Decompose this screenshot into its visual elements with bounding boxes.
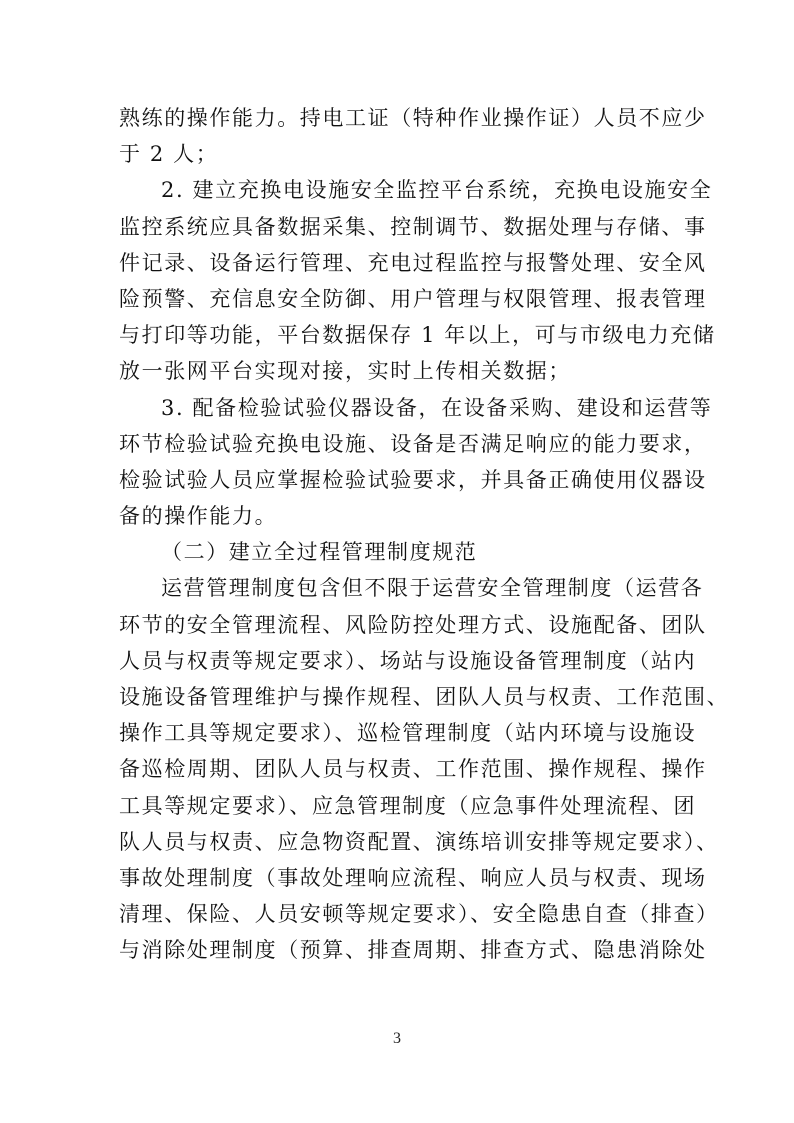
- text-line: 环节的安全管理流程、风险防控处理方式、设施配备、团队: [119, 612, 707, 637]
- paragraph-start: 运营管理制度包含但不限于运营安全管理制度（运营各: [161, 576, 704, 601]
- text-line: 清理、保险、人员安顿等规定要求）、安全隐患自查（排查）: [119, 902, 719, 927]
- text-line: 备巡检周期、团队人员与权责、工作范围、操作规程、操作: [119, 757, 707, 782]
- text-line: 于 2 人；: [119, 142, 219, 167]
- text-line: 检验试验人员应掌握检验试验要求，并具备正确使用仪器设: [119, 467, 707, 492]
- list-item-3: 3. 配备检验试验仪器设备，在设备采购、建设和运营等: [161, 395, 713, 420]
- text-line: 熟练的操作能力。持电工证（特种作业操作证）人员不应少: [119, 106, 707, 130]
- list-item-2: 2. 建立充换电设施安全监控平台系统，充换电设施安全: [161, 178, 713, 203]
- text-line: 人员与权责等规定要求）、场站与设施设备管理制度（站内: [119, 648, 697, 673]
- section-heading: （二）建立全过程管理制度规范: [161, 540, 478, 565]
- text-line: 操作工具等规定要求）、巡检管理制度（站内环境与设施设: [119, 721, 697, 746]
- text-line: 件记录、设备运行管理、充电过程监控与报警处理、安全风: [119, 250, 707, 275]
- text-line: 事故处理制度（事故处理响应流程、响应人员与权责、现场: [119, 865, 707, 890]
- text-line: 监控系统应具备数据采集、控制调节、数据处理与存储、事: [119, 214, 707, 239]
- text-line: 险预警、充信息安全防御、用户管理与权限管理、报表管理: [119, 286, 707, 311]
- text-line: 队人员与权责、应急物资配置、演练培训安排等规定要求）、: [119, 829, 719, 854]
- page-number: 3: [393, 1030, 401, 1047]
- text-line: 设施设备管理维护与操作规程、团队人员与权责、工作范围、: [119, 685, 730, 709]
- text-line: 备的操作能力。: [119, 504, 278, 529]
- text-line: 放一张网平台实现对接，实时上传相关数据；: [119, 359, 571, 384]
- body-text: [119, 100, 730, 969]
- text-line: 环节检验试验充换电设施、设备是否满足响应的能力要求，: [119, 431, 707, 456]
- text-line: 工具等规定要求）、应急管理制度（应急事件处理流程、团: [119, 793, 697, 818]
- text-line: 与打印等功能，平台数据保存 1 年以上，可与市级电力充储: [119, 323, 716, 348]
- text-line: 与消除处理制度（预算、排查周期、排查方式、隐患消除处: [119, 938, 707, 963]
